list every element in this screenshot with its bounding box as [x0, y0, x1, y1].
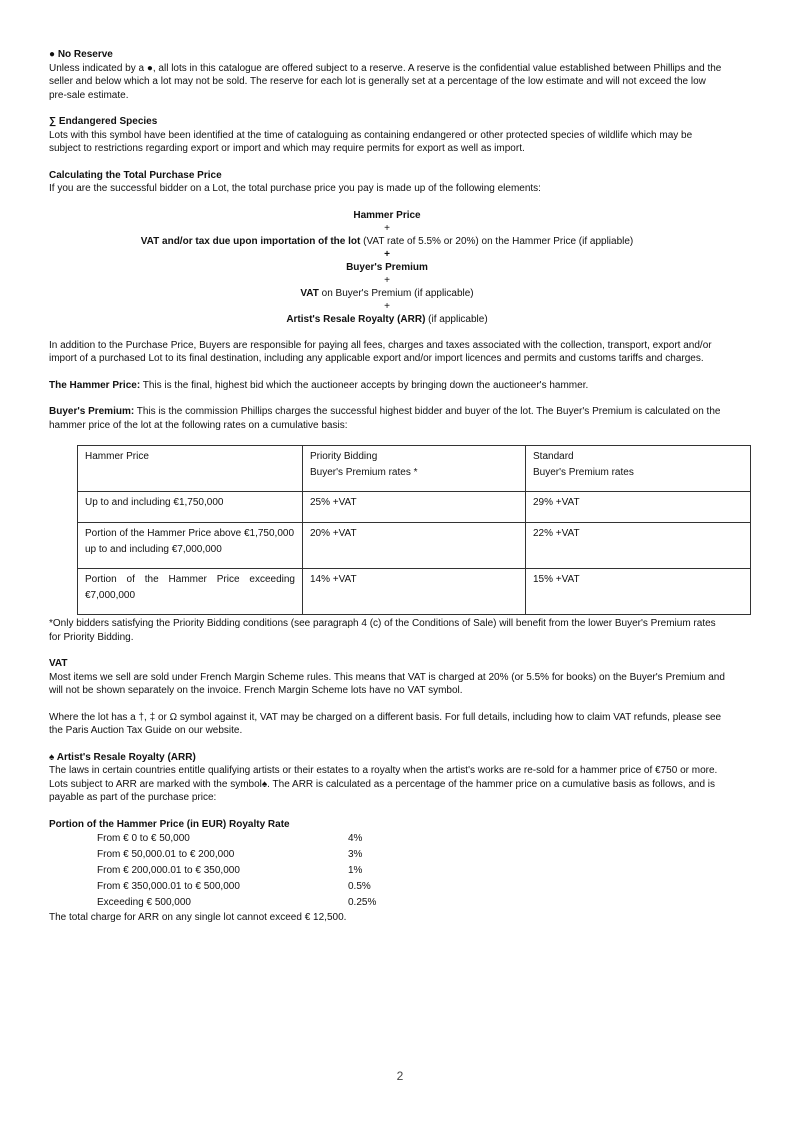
hammer-price-label: The Hammer Price:	[49, 379, 141, 391]
endangered-section	[49, 115, 725, 156]
row-standard: 15% +VAT	[526, 569, 751, 615]
total-price-heading: Calculating the Total Purchase Price	[49, 169, 222, 181]
endangered-heading: ∑ Endangered Species	[49, 116, 158, 127]
formula-buyers-premium: Buyer's Premium	[346, 261, 428, 273]
formula-vat-line	[49, 235, 725, 248]
table-row	[78, 523, 751, 569]
row-priority: 20% +VAT	[303, 523, 526, 569]
vat-text-1: Most items we sell are sold under French Margin Scheme rules. This means that VAT is charged at 20% (or 5.5% for books) on the Buyer's Premium and will not be shown separately on the invoice. French Margin Scheme lots have no VAT symbol.	[49, 671, 725, 696]
row-band: Up to and including €1,750,000	[78, 492, 303, 523]
buyers-premium-label: Buyer's Premium:	[49, 406, 135, 417]
footnote-section	[49, 617, 725, 644]
arr-text: The laws in certain countries entitle qualifying artists or their estates to a royalty when the artist's works are re-sold for a hammer price of €750 or more. Lots subject to ARR are marked with the symbol♠. The ARR is calculated as a percentage of the hammer price on a cumulative basis as follows, and is payable as part of the purchase price:	[49, 765, 718, 803]
priority-footnote: *Only bidders satisfying the Priority Bidding conditions (see paragraph 4 (c) of the Conditions of Sale) will benefit from the lower Buyer's Premium rates for Priority Bidding.	[49, 618, 716, 643]
formula-arr-bold: Artist's Resale Royalty (ARR)	[286, 313, 426, 325]
formula-arr-rest: (if applicable)	[425, 313, 488, 325]
hammer-price-text: This is the final, highest bid which the auctioneer accepts by bringing down the auctioneer's hammer.	[140, 379, 589, 391]
arr-rate: 4%	[348, 833, 363, 844]
table-row	[97, 879, 725, 895]
buyers-premium-table	[77, 445, 751, 615]
table-row	[78, 569, 751, 615]
table-header-row	[78, 446, 751, 492]
arr-band: From € 50,000.01 to € 200,000	[97, 849, 235, 860]
arr-rate-table	[97, 831, 725, 911]
formula-vat2-line	[49, 287, 725, 300]
formula-plus: +	[384, 274, 390, 286]
formula-vat-rest: (VAT rate of 5.5% or 20%) on the Hammer Price (if appliable)	[360, 235, 634, 247]
additional-charges-section	[49, 339, 725, 366]
document-page	[49, 48, 725, 925]
formula-plus: +	[384, 222, 390, 234]
formula-arr-line	[49, 313, 725, 326]
arr-section	[49, 751, 725, 925]
table-row	[97, 863, 725, 879]
arr-heading: ♠ Artist's Resale Royalty (ARR)	[49, 751, 196, 763]
arr-band: From € 350,000.01 to € 500,000	[97, 881, 240, 892]
table-row	[97, 831, 725, 847]
arr-band: From € 0 to € 50,000	[97, 833, 190, 844]
vat-section	[49, 657, 725, 738]
vat-heading: VAT	[49, 658, 68, 669]
row-standard: 22% +VAT	[526, 523, 751, 569]
header-priority	[303, 446, 526, 492]
header-standard-line1: Standard	[533, 451, 574, 462]
header-standard	[526, 446, 751, 492]
arr-cap-text: The total charge for ARR on any single lot cannot exceed € 12,500.	[49, 912, 347, 923]
no-reserve-section	[49, 48, 725, 102]
row-standard: 29% +VAT	[526, 492, 751, 523]
hammer-price-definition	[49, 379, 725, 393]
header-hammer-price: Hammer Price	[78, 446, 303, 492]
table-row	[97, 847, 725, 863]
formula-vat2-rest: on Buyer's Premium (if applicable)	[318, 287, 474, 299]
no-reserve-heading: ● No Reserve	[49, 49, 113, 60]
buyers-premium-definition	[49, 405, 725, 432]
buyers-premium-text: This is the commission Phillips charges the successful highest bidder and buyer of the lot. The Buyer's Premium is calculated on the hammer price of the lot at the following rates on a cumulative basis:	[49, 406, 721, 431]
additional-charges-text: In addition to the Purchase Price, Buyers are responsible for paying all fees, charges and taxes associated with the collection, transport, export and/or import of a purchased Lot to its final destination, including any applicable export and/or import licences and permits and customs tariffs and charges.	[49, 339, 712, 364]
total-price-section	[49, 169, 725, 326]
price-formula	[49, 209, 725, 326]
page-number: 2	[396, 1069, 404, 1083]
arr-band: Exceeding € 500,000	[97, 897, 191, 908]
table-row	[97, 895, 725, 911]
arr-rate: 1%	[348, 865, 363, 876]
formula-vat-bold: VAT and/or tax due upon importation of the lot	[140, 235, 361, 247]
vat-text-2: Where the lot has a †, ‡ or Ω symbol against it, VAT may be charged on a different basis. For full details, including how to claim VAT refunds, please see the Paris Auction Tax Guide on our website.	[49, 711, 722, 736]
endangered-text: Lots with this symbol have been identified at the time of cataloguing as containing endangered or other protected species of wildlife which may be subject to restrictions regarding export or import and which may require permits for export as well as import.	[49, 129, 693, 154]
arr-rate: 0.5%	[348, 881, 371, 892]
arr-rate: 3%	[348, 849, 363, 860]
header-priority-line1: Priority Bidding	[310, 451, 378, 462]
formula-vat2-bold: VAT	[300, 287, 319, 299]
row-priority: 25% +VAT	[303, 492, 526, 523]
header-standard-line2: Buyer's Premium rates	[533, 466, 634, 478]
no-reserve-text: Unless indicated by a ●, all lots in this catalogue are offered subject to a reserve. A reserve is the confidential value established between Phillips and the seller and below which a lot may not be sold. The reserve for each lot is generally set at a percentage of the low estimate and will not exceed the low pre-sale estimate.	[49, 62, 722, 101]
table-row	[78, 492, 751, 523]
total-price-intro: If you are the successful bidder on a Lot, the total purchase price you pay is made up of the following elements:	[49, 183, 541, 194]
formula-hammer-price: Hammer Price	[353, 209, 421, 221]
arr-table-heading: Portion of the Hammer Price (in EUR) Royalty Rate	[49, 818, 290, 830]
row-band: Portion of the Hammer Price above €1,750,000 up to and including €7,000,000	[78, 523, 303, 569]
row-priority: 14% +VAT	[303, 569, 526, 615]
formula-plus: +	[384, 300, 390, 312]
arr-band: From € 200,000.01 to € 350,000	[97, 865, 240, 876]
arr-rate: 0.25%	[348, 897, 377, 908]
formula-plus: +	[384, 248, 390, 260]
header-priority-line2: Buyer's Premium rates *	[310, 466, 418, 478]
row-band: Portion of the Hammer Price exceeding €7,000,000	[78, 569, 303, 615]
